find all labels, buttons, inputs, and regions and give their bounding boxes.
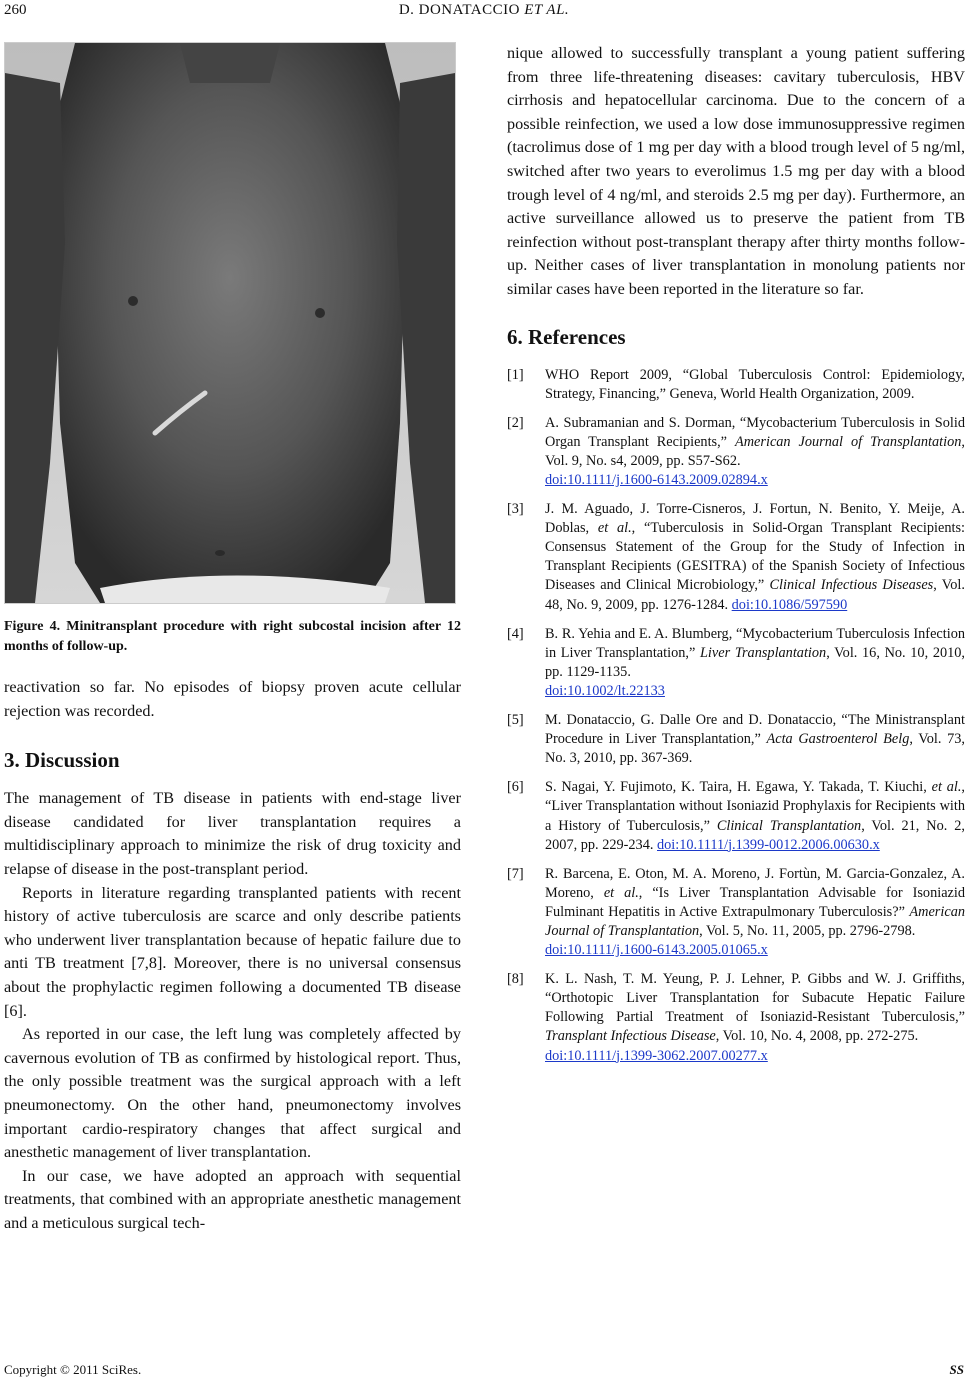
running-head	[0, 0, 968, 26]
reference-number: [4]	[507, 625, 524, 642]
reference-details: , Vol. 21, No. 2, 2007, pp. 229-234.	[545, 817, 965, 853]
reference-body: A. Subramanian and S. Dorman, “Mycobacterium Tuberculosis in Solid Organ Transplant Recipients,”	[545, 414, 965, 450]
reference-text	[545, 625, 965, 701]
reference-item	[507, 500, 965, 615]
reference-number: [6]	[507, 779, 524, 796]
discussion-paragraph: The management of TB disease in patients with end-stage liver disease candidated for liver transplantation requires a multidisciplinary approach to minimize the risk of drug toxicity and relapse of disease in the post-transplant period.	[4, 789, 461, 878]
reference-etal: et al.	[597, 520, 632, 537]
reference-body: , “Tuberculosis in Solid-Organ Transplant Recipients: Consensus Statement of the Group for the Study of Infection in Transplant Recipients (GESITRA) of the Spanish Society of Infectious Diseases and Clinical Microbiology,”	[545, 520, 965, 594]
copyright-notice: Copyright © 2011 SciRes.	[4, 1362, 142, 1377]
journal-abbreviation: SS	[949, 1362, 964, 1377]
neck	[180, 43, 280, 83]
reference-number: [1]	[507, 366, 524, 383]
reference-item	[507, 366, 965, 404]
reference-text	[545, 711, 965, 768]
reference-body: WHO Report 2009, “Global Tuberculosis Control: Epidemiology, Strategy, Financing,” Geneva, World Health Organization, 2009.	[545, 366, 965, 402]
reference-body: , “Liver Transplantation without Isoniazid Prophylaxis for Recipients with a History of Tuberculosis,”	[545, 779, 965, 834]
reference-item	[507, 711, 965, 768]
running-title	[0, 2, 968, 19]
reference-body: K. L. Nash, T. M. Yeung, P. J. Lehner, P. Gibbs and W. J. Griffiths, “Orthotopic Liver Transplantation for Subacute Hepatic Failure Following Partial Treatment of Isoniazid-Resistant Tuberculosis,”	[545, 971, 965, 1026]
patient-torso-photo	[5, 43, 455, 603]
doi-link[interactable]: doi:10.1111/j.1399-0012.2006.00630.x	[657, 836, 880, 853]
discussion-paragraph: Reports in literature regarding transplanted patients with recent history of active tuberculosis are scarce and only describe patients who underwent liver transplantation because of hepatic failure due to anti TB treatment [7,8]. Moreover, there is no universal consensus about the prophylactic regimen following a documented TB disease [6].	[4, 883, 461, 1020]
reference-body: J. M. Aguado, J. Torre-Cisneros, J. Fortun, N. Benito, Y. Meije, A. Doblas,	[545, 501, 965, 537]
reference-item	[507, 625, 965, 701]
right-nipple	[128, 296, 138, 306]
page-number: 260	[4, 2, 27, 18]
right-column	[507, 42, 965, 1076]
doi-link[interactable]: doi:10.1002/lt.22133	[545, 682, 665, 699]
reference-text	[545, 865, 965, 960]
running-title-authors: D. DONATACCIO	[398, 2, 520, 18]
doi-link[interactable]: doi:10.1086/597590	[731, 596, 848, 613]
figure-caption: Figure 4. Minitransplant procedure with right subcostal incision after 12 months of follow-up.	[4, 619, 461, 654]
running-title-etal: ET AL.	[524, 2, 570, 18]
reference-text	[545, 414, 965, 490]
reference-text	[545, 778, 965, 854]
figure-photo	[4, 42, 456, 604]
reference-journal: Liver Transplantation	[699, 644, 827, 661]
reference-number: [3]	[507, 501, 524, 518]
torso	[55, 43, 405, 603]
reference-journal: American Journal of Transplantation	[545, 903, 965, 939]
reference-details: , Vol. 48, No. 9, 2009, pp. 1276-1284.	[545, 577, 965, 613]
reference-number: [5]	[507, 712, 524, 729]
reference-journal: Clinical Transplantation	[716, 817, 862, 834]
discussion-heading: 3. Discussion	[4, 748, 120, 773]
reference-text	[545, 366, 965, 404]
left-column	[4, 42, 461, 1235]
doi-link[interactable]: doi:10.1111/j.1600-6143.2009.02894.x	[545, 472, 768, 488]
umbilicus	[215, 550, 225, 556]
reference-number: [8]	[507, 971, 524, 988]
reference-journal: Transplant Infectious Disease	[545, 1028, 716, 1045]
reference-journal: American Journal of Transplantation	[735, 433, 962, 450]
reference-text	[545, 970, 965, 1065]
reference-body: , “Is Liver Transplantation Advisable for Isoniazid Fulminant Hepatitis in Active Extrapulmonary Tuberculosis?”	[545, 884, 965, 920]
references-heading: 6. References	[507, 324, 626, 349]
left-continuation-text: reactivation so far. No episodes of biopsy proven acute cellular rejection was recorded.	[4, 678, 461, 720]
reference-journal: Clinical Infectious Diseases	[769, 577, 934, 594]
reference-details: , Vol. 5, No. 11, 2005, pp. 2796-2798.	[699, 922, 916, 939]
reference-etal: et al.	[603, 884, 639, 901]
reference-body: S. Nagai, Y. Fujimoto, K. Taira, H. Egawa, Y. Takada, T. Kiuchi,	[545, 779, 932, 796]
reference-number: [2]	[507, 414, 524, 431]
discussion-paragraph: As reported in our case, the left lung was completely affected by cavernous evolution of TB as confirmed by histological report. Thus, the only possible treatment was the surgical approach with a left pneumonectomy. On the other hand, pneumonectomy involves important cardio-respiratory changes that affect surgical and anesthetic management of liver transplantation.	[4, 1025, 461, 1162]
doi-link[interactable]: doi:10.1111/j.1600-6143.2005.01065.x	[545, 942, 768, 959]
reference-text	[545, 500, 965, 615]
reference-body: R. Barcena, E. Oton, M. A. Moreno, J. Fortùn, M. Garcia-Gonzalez, A. Moreno,	[545, 865, 965, 901]
reference-item	[507, 778, 965, 854]
reference-etal: et al.	[931, 779, 962, 796]
reference-item	[507, 970, 965, 1065]
reference-details: , Vol. 16, No. 10, 2010, pp. 1129-1135.	[545, 644, 965, 680]
reference-body: B. R. Yehia and E. A. Blumberg, “Mycobacterium Tuberculosis Infection in Liver Transplantation,”	[545, 625, 965, 661]
reference-list	[507, 366, 965, 1066]
left-nipple	[315, 308, 325, 318]
right-continuation-text: nique allowed to successfully transplant a young patient suffering from three life-threatening diseases: cavitary tuberculosis, HBV cirrhosis and hepatocellular carcinoma. Due to the concern of a possible reinfection, we used a low dose immunosuppressive regimen (tacrolimus dose of 1 mg per day with a blood trough level of 5 ng/ml, switched after two years to everolimus 1.5 mg per day with a blood trough level of 4 ng/ml, and steroids 2.5 mg per day). Furthermore, an active surveillance allowed us to preserve the patient from TB reinfection without post-transplant therapy after thirty months follow-up. Neither cases of liver transplantation in monolung patients nor similar cases have been reported in the literature so far.	[507, 44, 965, 298]
doi-link[interactable]: doi:10.1111/j.1399-3062.2007.00277.x	[545, 1047, 768, 1064]
reference-number: [7]	[507, 865, 524, 882]
reference-details: , Vol. 73, No. 3, 2010, pp. 367-369.	[545, 731, 965, 767]
discussion-paragraph: In our case, we have adopted an approach with sequential treatments, that combined with an appropriate anesthetic management and a meticulous surgical tech-	[4, 1166, 461, 1232]
reference-body: M. Donataccio, G. Dalle Ore and D. Donataccio, “The Ministransplant Procedure in Liver Transplantation,”	[545, 712, 965, 748]
reference-details: , Vol. 9, No. s4, 2009, pp. S57-S62.	[545, 433, 965, 469]
reference-item	[507, 865, 965, 960]
reference-journal: Acta Gastroenterol Belg	[766, 731, 910, 748]
reference-item	[507, 414, 965, 490]
reference-details: , Vol. 10, No. 4, 2008, pp. 272-275.	[715, 1028, 919, 1045]
